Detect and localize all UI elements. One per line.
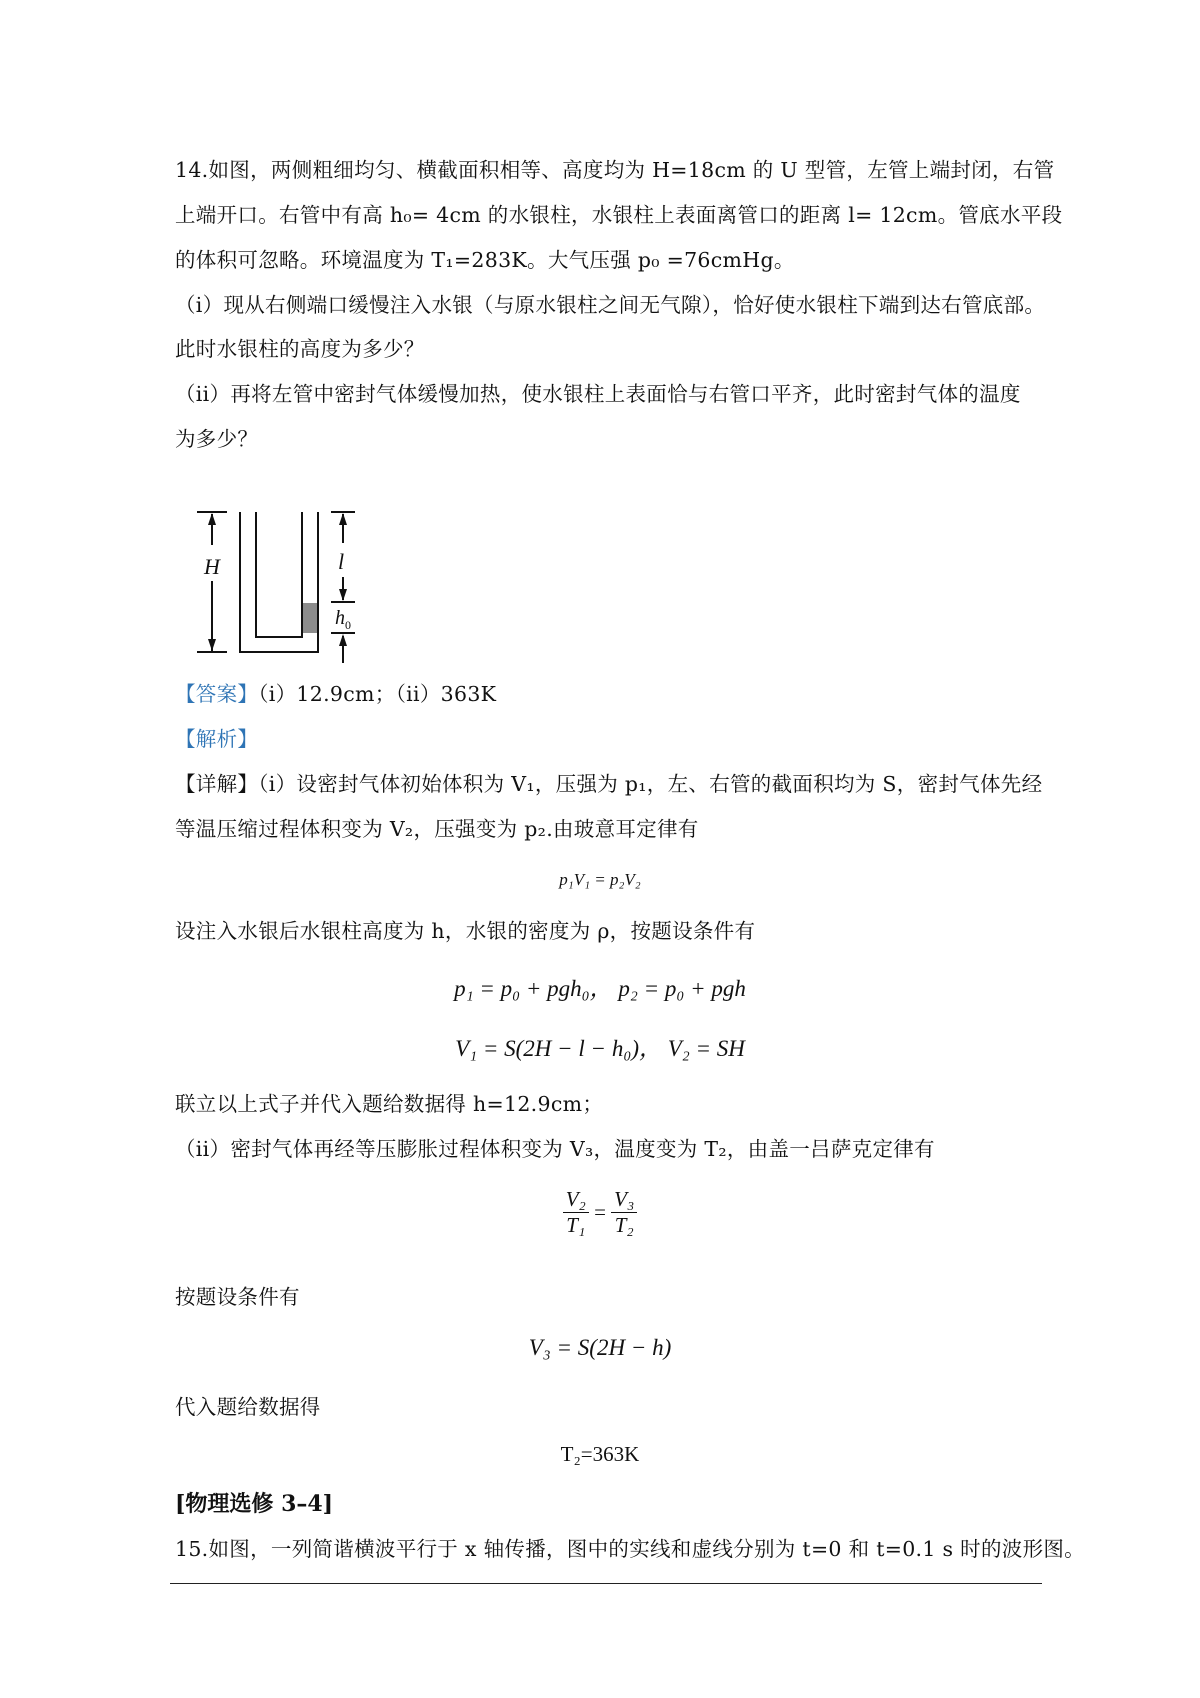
detail-line-6: 按题设条件有 <box>175 1285 300 1309</box>
equation-volumes: V₁ = S(2H − l − h₀)， V₂ = SH <box>455 1036 745 1061</box>
answer-line <box>175 680 496 708</box>
question-14-part-i-line-2: 此时水银柱的高度为多少？ <box>175 337 425 361</box>
question-15-line: 15.如图，一列简谐横波平行于 x 轴传播，图中的实线和虚线分别为 t=0 和 t=0.1 s 时的波形图。 <box>175 1537 1085 1561</box>
detail-line-2: 等温压缩过程体积变为 V₂，压强变为 p₂.由玻意耳定律有 <box>175 817 699 841</box>
equation-v3: V₃ = S(2H − h) <box>528 1335 672 1360</box>
question-14-line-2: 上端开口。右管中有高 h₀= 4cm 的水银柱，水银柱上表面离管口的距离 l= 12cm。管底水平段 <box>175 203 1063 227</box>
question-14-line-3: 的体积可忽略。环境温度为 T₁=283K。大气压强 p₀ =76cmHg。 <box>175 248 795 272</box>
fraction-right <box>611 1187 637 1238</box>
detail-tag: 【详解】 <box>175 772 259 796</box>
answer-tag: 【答案】 <box>175 682 259 706</box>
detail-line-5: （ii）密封气体再经等压膨胀过程体积变为 V₃，温度变为 T₂，由盖一吕萨克定律有 <box>175 1137 935 1161</box>
equation-gay-lussac <box>0 1187 1200 1238</box>
footer-rule <box>170 1583 1042 1584</box>
analysis-tag: 【解析】 <box>175 727 259 751</box>
equation-boyle: p₁V₁ = p₂V₂ <box>559 870 641 889</box>
question-14-line-1: 14.如图，两侧粗细均匀、横截面积相等、高度均为 H=18cm 的 U 型管，左管上端封闭，右管 <box>175 158 1055 182</box>
question-14-part-i-line-1: （i）现从右侧端口缓慢注入水银（与原水银柱之间无气隙），恰好使水银柱下端到达右管底部。 <box>175 293 1046 317</box>
question-14-part-ii-line-1: （ii）再将左管中密封气体缓慢加热，使水银柱上表面恰与右管口平齐，此时密封气体的温度 <box>175 382 1021 406</box>
detail-line-7: 代入题给数据得 <box>175 1395 321 1419</box>
equation-pressures: p₁ = p₀ + pgh₀， p₂ = p₀ + pgh <box>454 976 746 1001</box>
label-H: H <box>204 554 220 579</box>
mercury-column <box>303 603 317 633</box>
detail-line-1 <box>175 770 1042 798</box>
fraction-right-numerator: V₃ <box>611 1187 637 1213</box>
fraction-left-numerator: V₂ <box>563 1187 589 1213</box>
u-tube-figure <box>195 505 365 665</box>
question-14-part-ii-line-2: 为多少？ <box>175 427 259 451</box>
detail-text-1: （i）设密封气体初始体积为 V₁，压强为 p₁，左、右管的截面积均为 S，密封气体先经 <box>258 772 1043 796</box>
section-heading: [物理选修 3–4] <box>175 1491 334 1517</box>
label-l: l <box>338 549 345 574</box>
answer-text: （i）12.9cm；（ii）363K <box>258 682 497 706</box>
fraction-right-denominator: T₂ <box>614 1213 634 1237</box>
fraction-left-denominator: T₁ <box>566 1213 586 1237</box>
result-t2: T₂=363K <box>560 1442 640 1466</box>
detail-line-4: 联立以上式子并代入题给数据得 h=12.9cm； <box>175 1092 604 1116</box>
label-h0: $h_0$ <box>335 607 351 632</box>
fraction-left <box>563 1187 589 1238</box>
equals-sign: = <box>594 1200 606 1224</box>
detail-line-3: 设注入水银后水银柱高度为 h，水银的密度为 ρ，按题设条件有 <box>175 919 756 943</box>
